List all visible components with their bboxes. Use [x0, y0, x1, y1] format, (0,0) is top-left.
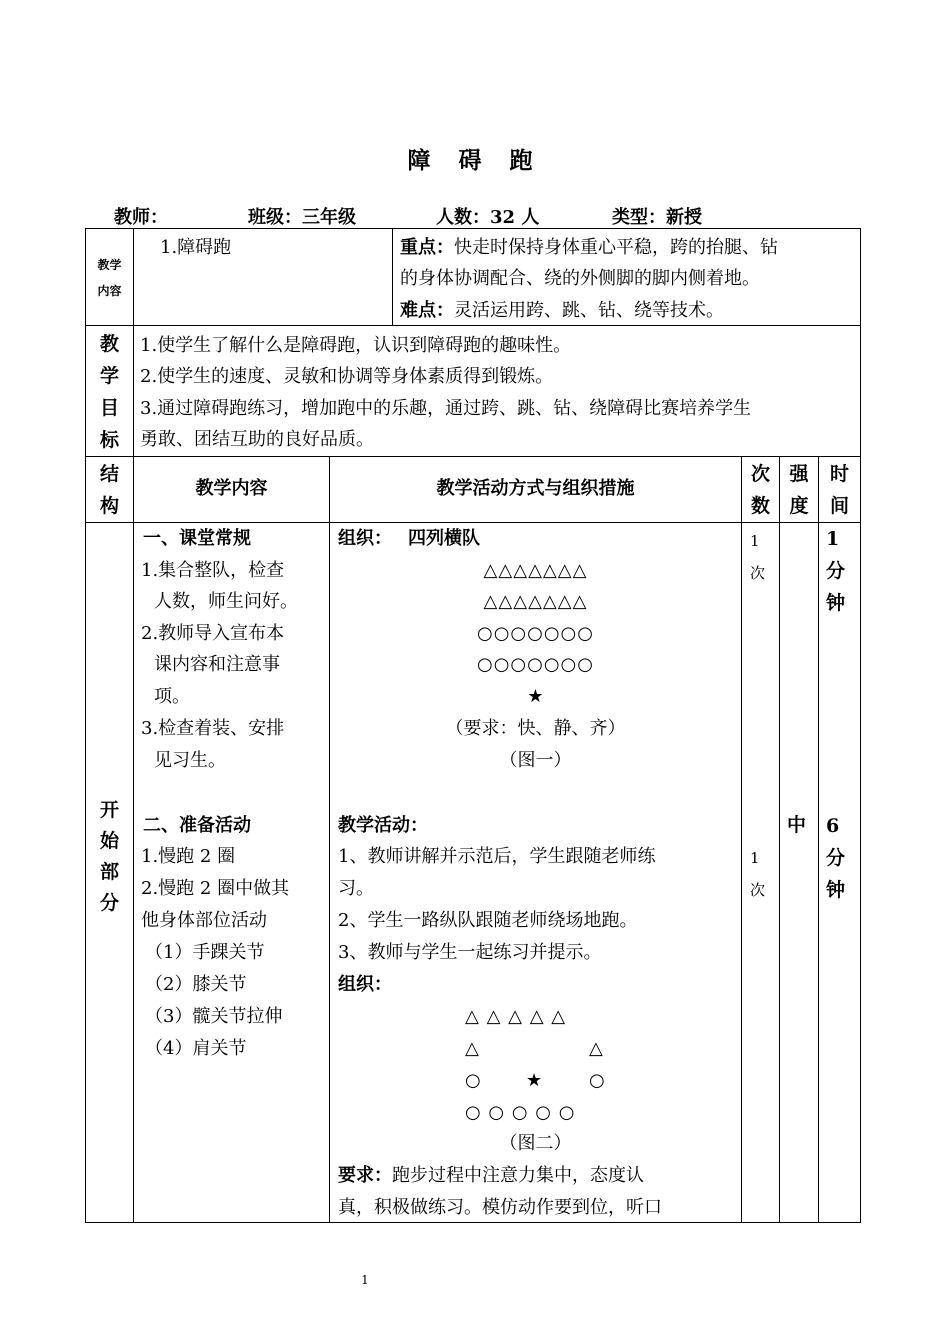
formation1-row: ○○○○○○○	[477, 654, 594, 675]
formation1-row: ○○○○○○○	[477, 623, 594, 644]
org2-label: 组织：	[338, 974, 392, 995]
requirement2-text: 跑步过程中注意力集中，态度认	[392, 1165, 644, 1186]
formation2-cell: △	[465, 1038, 479, 1059]
section-char: 部	[99, 861, 119, 883]
col-divider	[133, 228, 134, 325]
count-label: 人数：32 人	[436, 207, 540, 228]
goals-label-char: 目	[99, 397, 119, 419]
requirement2-cont: 真，积极做练习。模仿动作要到位，听口	[338, 1197, 662, 1218]
duration-char: 钟	[826, 592, 846, 614]
header-char: 强	[789, 463, 809, 485]
col-divider	[779, 456, 780, 1223]
times-char: 次	[750, 881, 766, 899]
content-line: 人数，师生问好。	[154, 591, 298, 612]
key-label: 重点：	[400, 237, 454, 258]
duration-value	[826, 810, 845, 906]
formation2-row: ○ ○ ○ ○ ○	[465, 1102, 575, 1123]
col-divider	[133, 325, 134, 456]
header-duration	[819, 458, 860, 522]
col-divider	[133, 456, 134, 1223]
header-char: 间	[829, 495, 849, 517]
requirement2-label: 要求：	[338, 1165, 392, 1186]
org1-value: 四列横队	[408, 528, 480, 549]
header-char: 度	[789, 495, 809, 517]
goal-line: 1.使学生了解什么是障碍跑，认识到障碍跑的趣味性。	[140, 335, 572, 356]
difficulty-label: 难点：	[400, 300, 454, 321]
duration-char: 分	[826, 560, 846, 582]
key-point-cont: 的身体协调配合、绕的外侧脚的脚内侧着地。	[400, 268, 760, 289]
content-item: 1.障碍跑	[160, 237, 232, 258]
content-label-line: 教学	[97, 258, 122, 272]
times-value	[750, 842, 765, 906]
row-divider	[85, 456, 861, 457]
duration-char: 钟	[826, 879, 846, 901]
intensity-value: 中	[787, 814, 807, 836]
difficulty-text: 灵活运用跨、跳、钻、绕等技术。	[454, 300, 724, 321]
section-char: 始	[99, 830, 119, 852]
header-char: 时	[829, 463, 849, 485]
section-name	[86, 795, 133, 919]
page-number: 1	[361, 1273, 369, 1287]
content-line: 1.慢跑 2 圈	[141, 846, 236, 867]
teacher-star-icon: ★	[526, 1070, 543, 1091]
type-label: 类型：新授	[612, 207, 702, 228]
key-text: 快走时保持身体重心平稳，跨的抬腿、钻	[454, 237, 778, 258]
header-char: 构	[99, 495, 119, 517]
page-title: 障 碍 跑	[407, 147, 543, 174]
key-point	[400, 232, 778, 264]
org1-label: 组织：	[338, 528, 392, 549]
goals-label-char: 标	[99, 429, 119, 451]
formation2-cell: ○	[465, 1070, 481, 1091]
duration-char: 1	[826, 528, 840, 550]
activity-line: 1、教师讲解并示范后，学生跟随老师练	[338, 846, 656, 867]
content-line: 见习生。	[154, 750, 226, 771]
col-divider	[392, 228, 393, 325]
content-line: 2.教师导入宣布本	[141, 623, 285, 644]
header-structure	[86, 458, 133, 522]
requirement2	[338, 1160, 644, 1192]
duration-char: 分	[826, 847, 846, 869]
teacher-star-icon: ★	[527, 686, 544, 707]
times-char: 1	[750, 532, 760, 550]
class-label: 班级：三年级	[248, 207, 356, 228]
content-line: （4）肩关节	[145, 1038, 247, 1059]
formation2-cell: △	[589, 1038, 603, 1059]
duration-char: 6	[826, 815, 840, 837]
activity-line: 习。	[338, 878, 374, 899]
activity-heading: 教学活动：	[338, 815, 428, 836]
teacher-label: 教师：	[114, 207, 168, 228]
figure2-caption: （图二）	[499, 1133, 572, 1154]
goal-line: 3.通过障碍跑练习，增加跑中的乐趣，通过跨、跳、钻、绕障碍比赛培养学生	[140, 398, 752, 419]
header-char: 次	[750, 463, 770, 485]
goals-label-char: 教	[99, 333, 119, 355]
times-value	[750, 525, 765, 589]
content-line: （2）膝关节	[145, 974, 247, 995]
goals-label-char: 学	[99, 365, 119, 387]
duration-value	[826, 523, 845, 619]
section-char: 分	[99, 892, 119, 914]
col-divider	[818, 456, 819, 1223]
content-line: （1）手踝关节	[145, 942, 265, 963]
header-content: 教学内容	[195, 478, 268, 499]
content-label	[86, 252, 133, 304]
header-activity: 教学活动方式与组织措施	[436, 478, 635, 499]
activity-line: 2、学生一路纵队跟随老师绕场地跑。	[338, 910, 638, 931]
header-times	[742, 458, 779, 522]
goal-line: 勇敢、团结互助的良好品质。	[140, 429, 374, 450]
difficulty	[400, 295, 724, 327]
content-heading: 二、准备活动	[143, 815, 251, 836]
org1	[338, 523, 480, 555]
formation2-cell: ○	[589, 1070, 605, 1091]
content-line: 课内容和注意事	[154, 654, 280, 675]
col-divider	[741, 456, 742, 1223]
content-label-line: 内容	[97, 284, 122, 298]
formation1-row: △△△△△△△	[483, 560, 588, 581]
times-char: 1	[750, 849, 760, 867]
figure1-caption: （图一）	[499, 750, 572, 771]
section-char: 开	[99, 799, 119, 821]
content-line: 1.集合整队，检查	[141, 560, 285, 581]
goals-label	[86, 328, 133, 456]
content-line: 项。	[154, 686, 190, 707]
requirement1: （要求：快、静、齐）	[445, 718, 626, 739]
header-intensity	[780, 458, 818, 522]
content-line: （3）髋关节拉伸	[145, 1006, 283, 1027]
formation2-row: △ △ △ △ △	[465, 1006, 566, 1027]
header-char: 数	[750, 495, 770, 517]
formation1-row: △△△△△△△	[483, 591, 588, 612]
content-line: 他身体部位活动	[141, 910, 267, 931]
header-char: 结	[99, 463, 119, 485]
times-char: 次	[750, 564, 766, 582]
goal-line: 2.使学生的速度、灵敏和协调等身体素质得到锻炼。	[140, 366, 554, 387]
content-line: 3.检查着装、安排	[141, 718, 285, 739]
content-heading: 一、课堂常规	[143, 528, 251, 549]
activity-line: 3、教师与学生一起练习并提示。	[338, 942, 602, 963]
content-line: 2.慢跑 2 圈中做其	[141, 878, 290, 899]
